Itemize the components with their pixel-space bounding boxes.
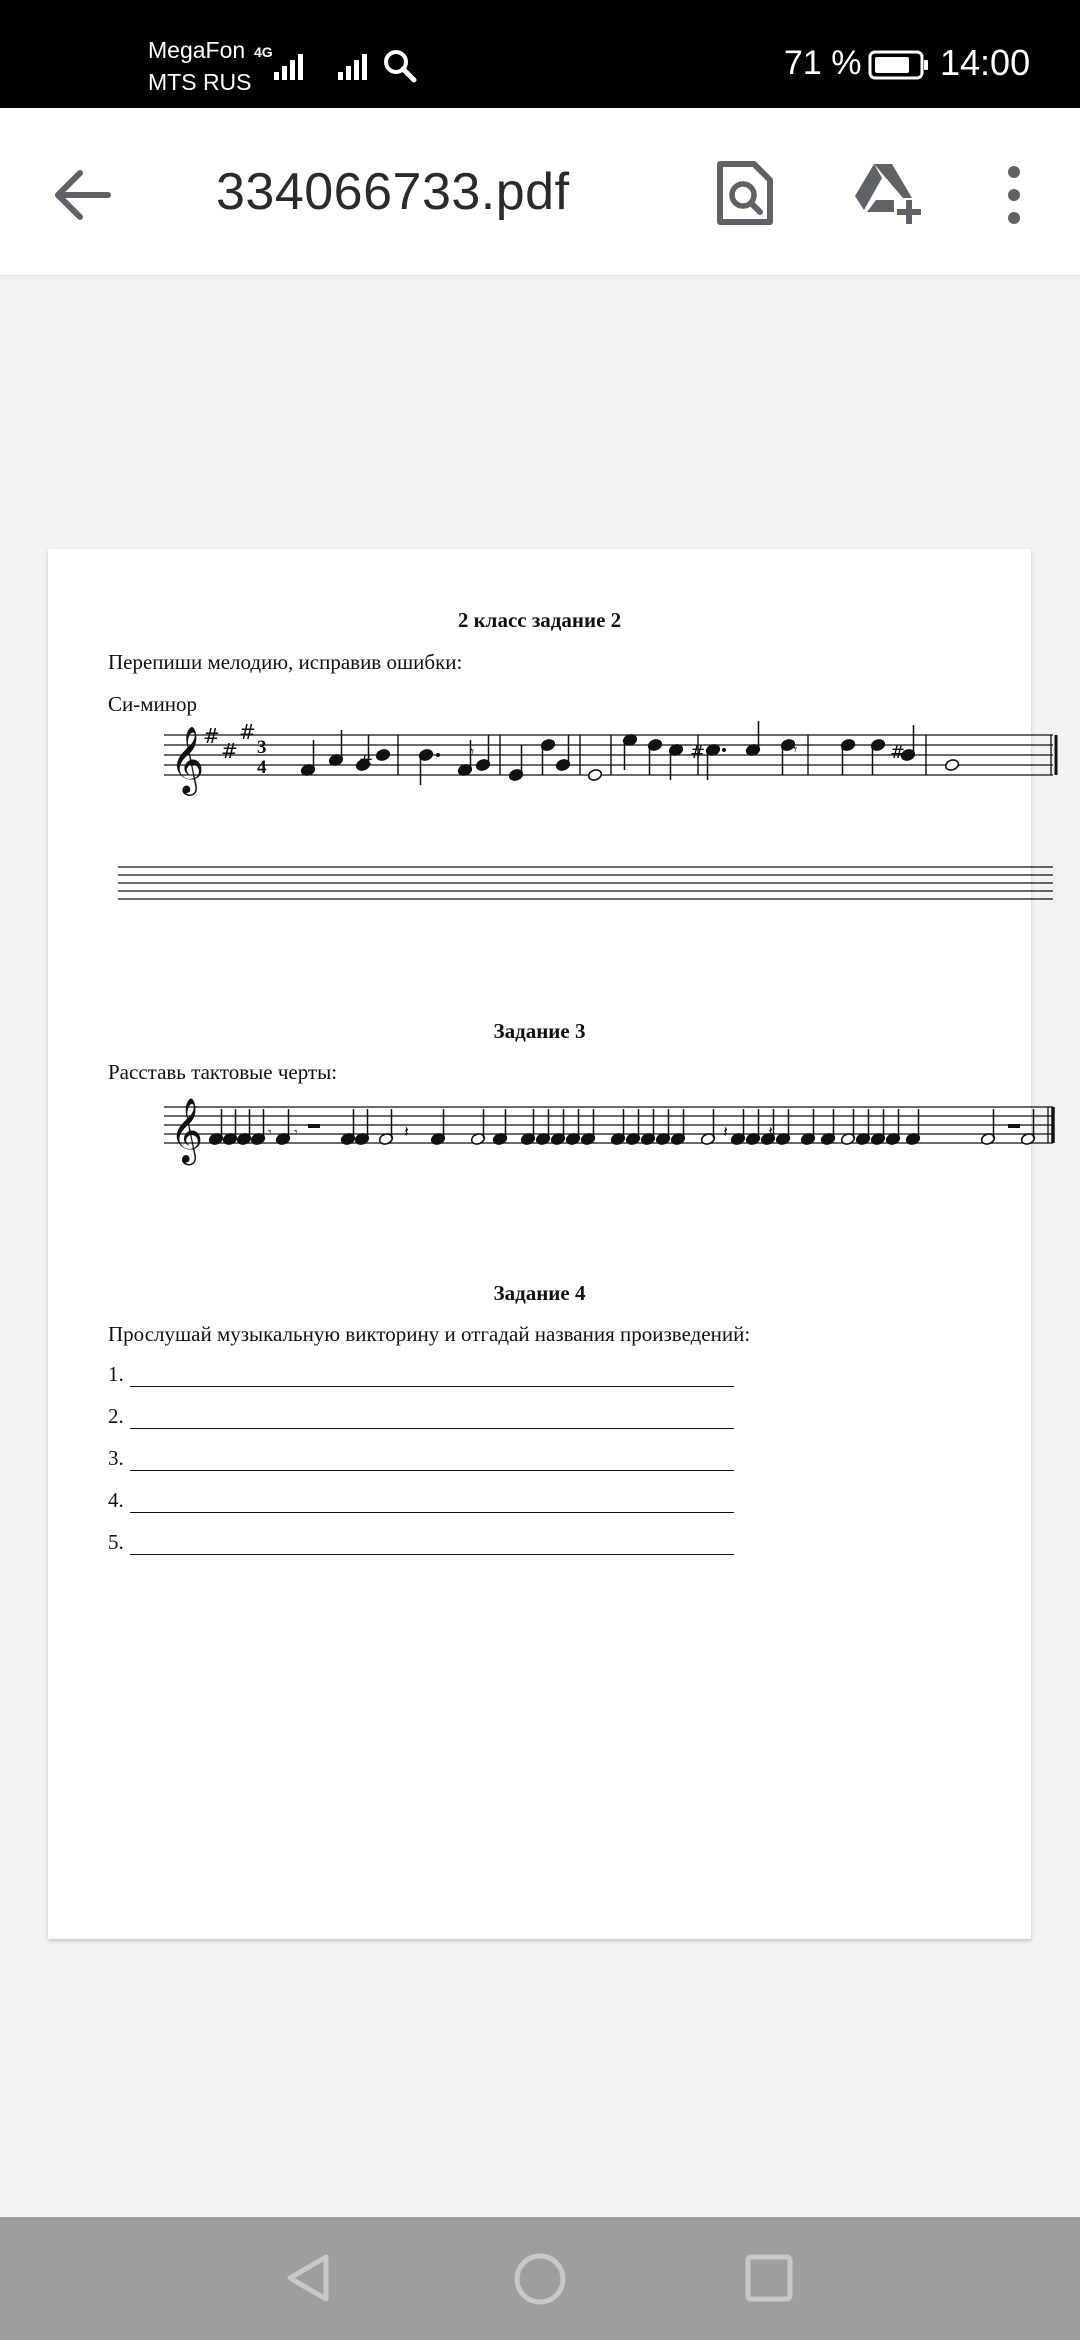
battery-icon	[868, 50, 930, 80]
melody-staff	[108, 721, 1058, 801]
treble-clef-icon: 𝄞	[170, 725, 205, 793]
navigation-bar	[0, 2217, 1080, 2340]
section-4-title: Задание 4	[493, 1281, 586, 1305]
carrier-1: MegaFon	[148, 37, 246, 63]
nav-home-icon[interactable]	[512, 2251, 568, 2307]
svg-text:𝄾: 𝄾	[793, 740, 798, 759]
svg-text:𝄾: 𝄾	[294, 1125, 298, 1141]
section-3-title: Задание 3	[493, 1019, 586, 1043]
carrier-2: MTS RUS	[148, 69, 252, 95]
signal-icon	[336, 50, 376, 80]
network-type: 4G	[254, 44, 273, 60]
carrier-info	[148, 34, 252, 98]
key-label: Си-минор	[108, 692, 198, 716]
search-icon	[382, 48, 418, 84]
signal-icon	[272, 50, 312, 80]
section-2-instruction: Перепиши мелодию, исправив ошибки:	[108, 650, 463, 674]
find-in-page-icon[interactable]	[712, 158, 778, 228]
back-arrow-icon[interactable]	[50, 162, 116, 228]
rhythm-staff	[108, 1089, 1058, 1169]
section-3-instruction: Расставь тактовые черты:	[108, 1060, 338, 1084]
svg-text:#: #	[890, 742, 906, 763]
app-bar	[0, 108, 1080, 276]
answer-line-4: 4.	[108, 1488, 734, 1513]
svg-text:#: #	[221, 739, 238, 763]
svg-text:𝄾: 𝄾	[470, 742, 475, 761]
treble-clef-icon: 𝄞	[170, 1098, 204, 1163]
svg-text:#: #	[239, 721, 256, 744]
blank-staff	[108, 855, 1058, 915]
section-2-title: 2 класс задание 2	[457, 608, 622, 632]
answer-line-3: 3.	[108, 1446, 734, 1471]
svg-text:#: #	[358, 752, 374, 773]
svg-text:𝄽: 𝄽	[404, 1122, 409, 1141]
drive-add-icon[interactable]	[850, 162, 926, 226]
clock: 14:00	[940, 42, 1031, 83]
section-4-instruction: Прослушай музыкальную викторину и отгадай названия произведений:	[108, 1322, 751, 1346]
answer-line-5: 5.	[108, 1530, 734, 1555]
nav-recent-icon[interactable]	[744, 2253, 794, 2303]
more-vert-icon[interactable]	[996, 162, 1032, 228]
svg-text:𝄾: 𝄾	[268, 1125, 272, 1141]
svg-text:#: #	[203, 724, 220, 748]
battery-percent: 71 %	[784, 44, 862, 82]
document-title: 334066733.pdf	[216, 163, 570, 221]
svg-text:#: #	[690, 742, 706, 763]
svg-text:𝄽: 𝄽	[768, 1122, 773, 1141]
answer-line-2: 2.	[108, 1404, 734, 1429]
nav-back-icon[interactable]	[282, 2251, 334, 2305]
time-sig-top: 3	[257, 737, 267, 758]
svg-text:𝄽: 𝄽	[723, 1122, 728, 1141]
answer-line-1: 1.	[108, 1362, 734, 1387]
time-sig-bottom: 4	[257, 757, 267, 778]
status-bar	[0, 0, 1080, 108]
pdf-page	[48, 549, 1031, 1939]
